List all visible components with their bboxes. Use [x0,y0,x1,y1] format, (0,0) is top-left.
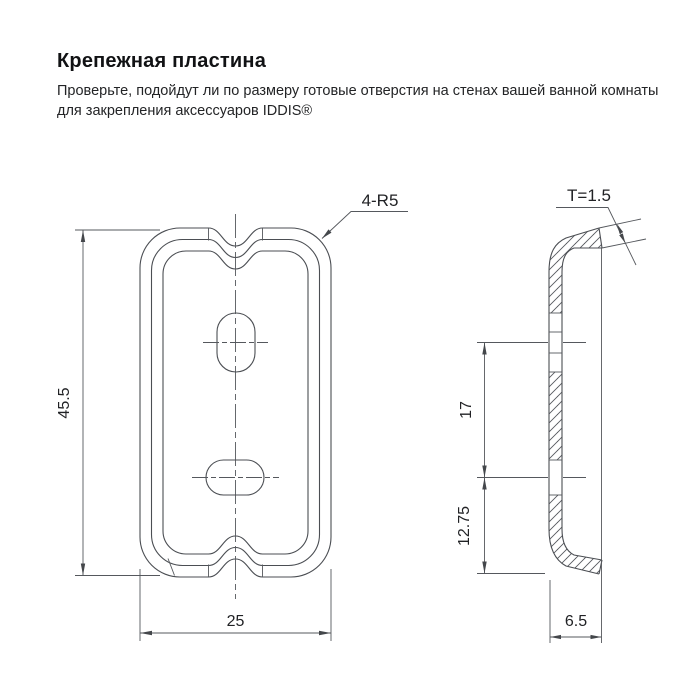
notch-ticks [168,228,263,577]
bottom-offset-dimension [456,478,545,574]
depth-dimension-label: 6.5 [564,613,588,630]
front-outline-middle [152,240,320,566]
height-dimension [56,230,160,576]
corner-radius-label: 4-R5 [361,191,399,210]
thickness-callout [556,186,646,265]
side-view [456,186,646,643]
description-line-1: Проверьте, подойдут ли по размеру готовые отверстия на стенах вашей ванной комнаты [57,83,659,99]
bottom-offset-label: 12.75 [456,505,473,547]
hole-spacing-dimension [458,343,586,478]
thickness-label: T=1.5 [567,186,611,205]
front-view [56,191,408,641]
width-dimension-label: 25 [226,613,245,630]
page-title: Крепежная пластина [57,50,267,72]
hole-spacing-label: 17 [458,401,475,419]
description-line-2: для закрепления аксессуаров IDDIS® [57,103,313,119]
height-dimension-label: 45.5 [56,387,73,419]
section-hatching [549,228,602,574]
corner-radius-leader [322,191,408,239]
